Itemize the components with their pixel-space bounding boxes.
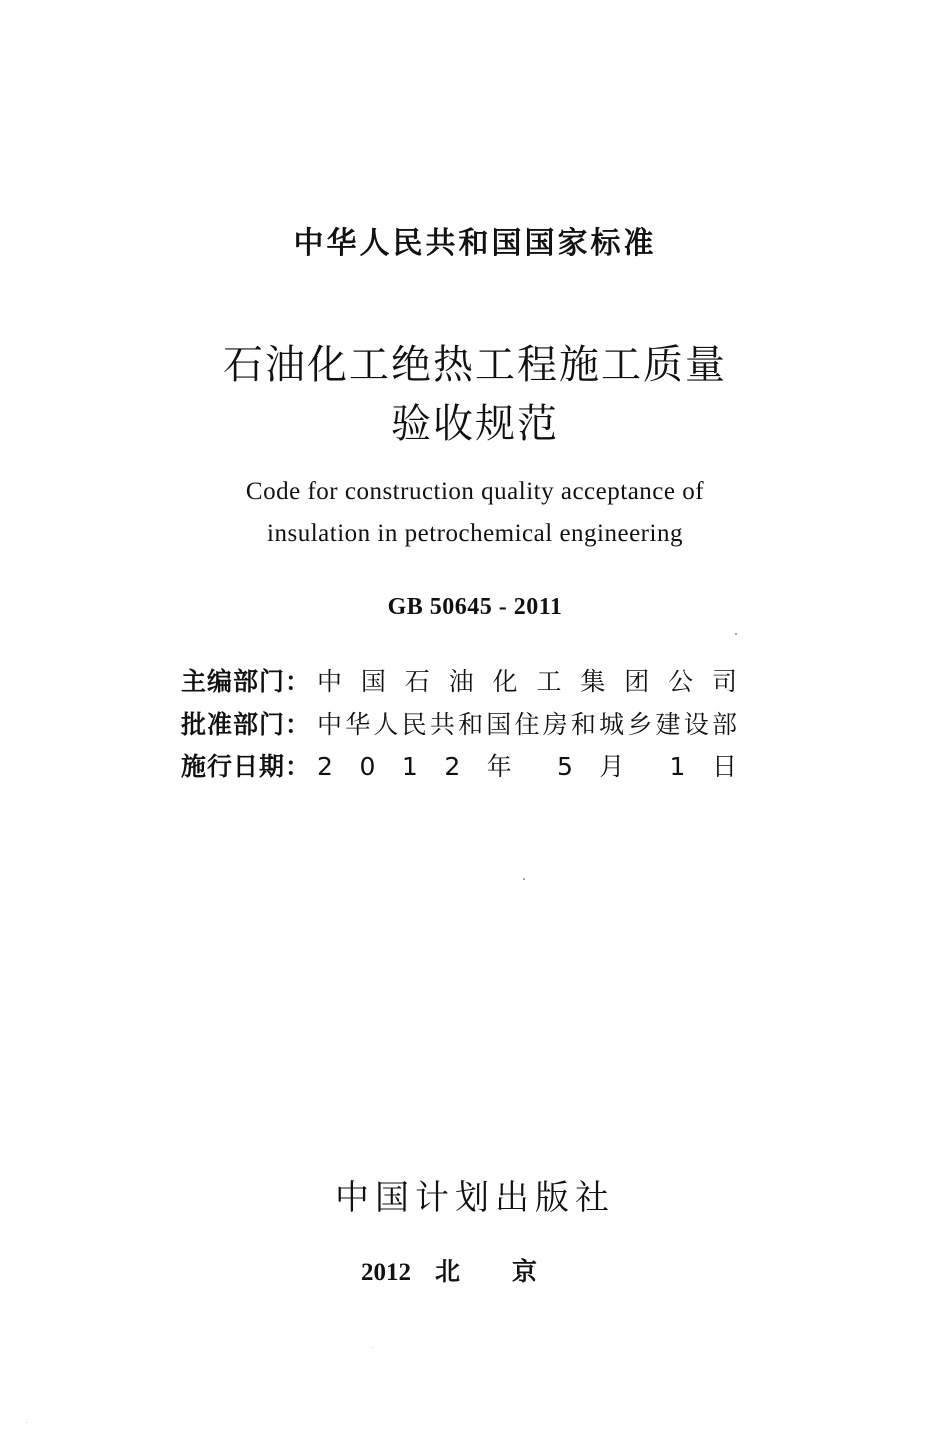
scan-speck bbox=[372, 1347, 373, 1348]
editor-value: 中 国 石 油 化 工 集 团 公 司 bbox=[317, 667, 737, 696]
chinese-title-line-1: 石油化工绝热工程施工质量 bbox=[223, 342, 727, 388]
scan-speck bbox=[523, 878, 525, 880]
english-title-line-2: insulation in petrochemical engineering bbox=[267, 520, 683, 547]
approver-row bbox=[181, 705, 741, 741]
editor-label: 主编部门： bbox=[181, 667, 312, 696]
publication-year: 2012 bbox=[360, 1259, 411, 1286]
chinese-title-line-2: 验收规范 bbox=[391, 401, 559, 447]
publisher: 中国计划出版社 bbox=[335, 1178, 615, 1218]
approver-value: 中华人民共和国住房和城乡建设部 bbox=[317, 710, 737, 739]
english-title-line-1: Code for construction quality acceptance of bbox=[245, 478, 705, 505]
approver-label: 批准部门： bbox=[181, 710, 312, 739]
scan-speck bbox=[735, 633, 737, 635]
effective-date-value: 2 0 1 2 年 5 月 1 日 bbox=[317, 752, 737, 781]
effective-date-label: 施行日期： bbox=[181, 752, 312, 781]
standard-type: 中华人民共和国国家标准 bbox=[293, 226, 657, 261]
standard-code: GB 50645 - 2011 bbox=[387, 594, 563, 620]
effective-date-row bbox=[181, 747, 741, 783]
scan-speck bbox=[26, 1422, 27, 1423]
editor-row bbox=[181, 662, 741, 698]
publication-line bbox=[0, 1252, 950, 1288]
publication-city: 北京 bbox=[434, 1257, 589, 1286]
